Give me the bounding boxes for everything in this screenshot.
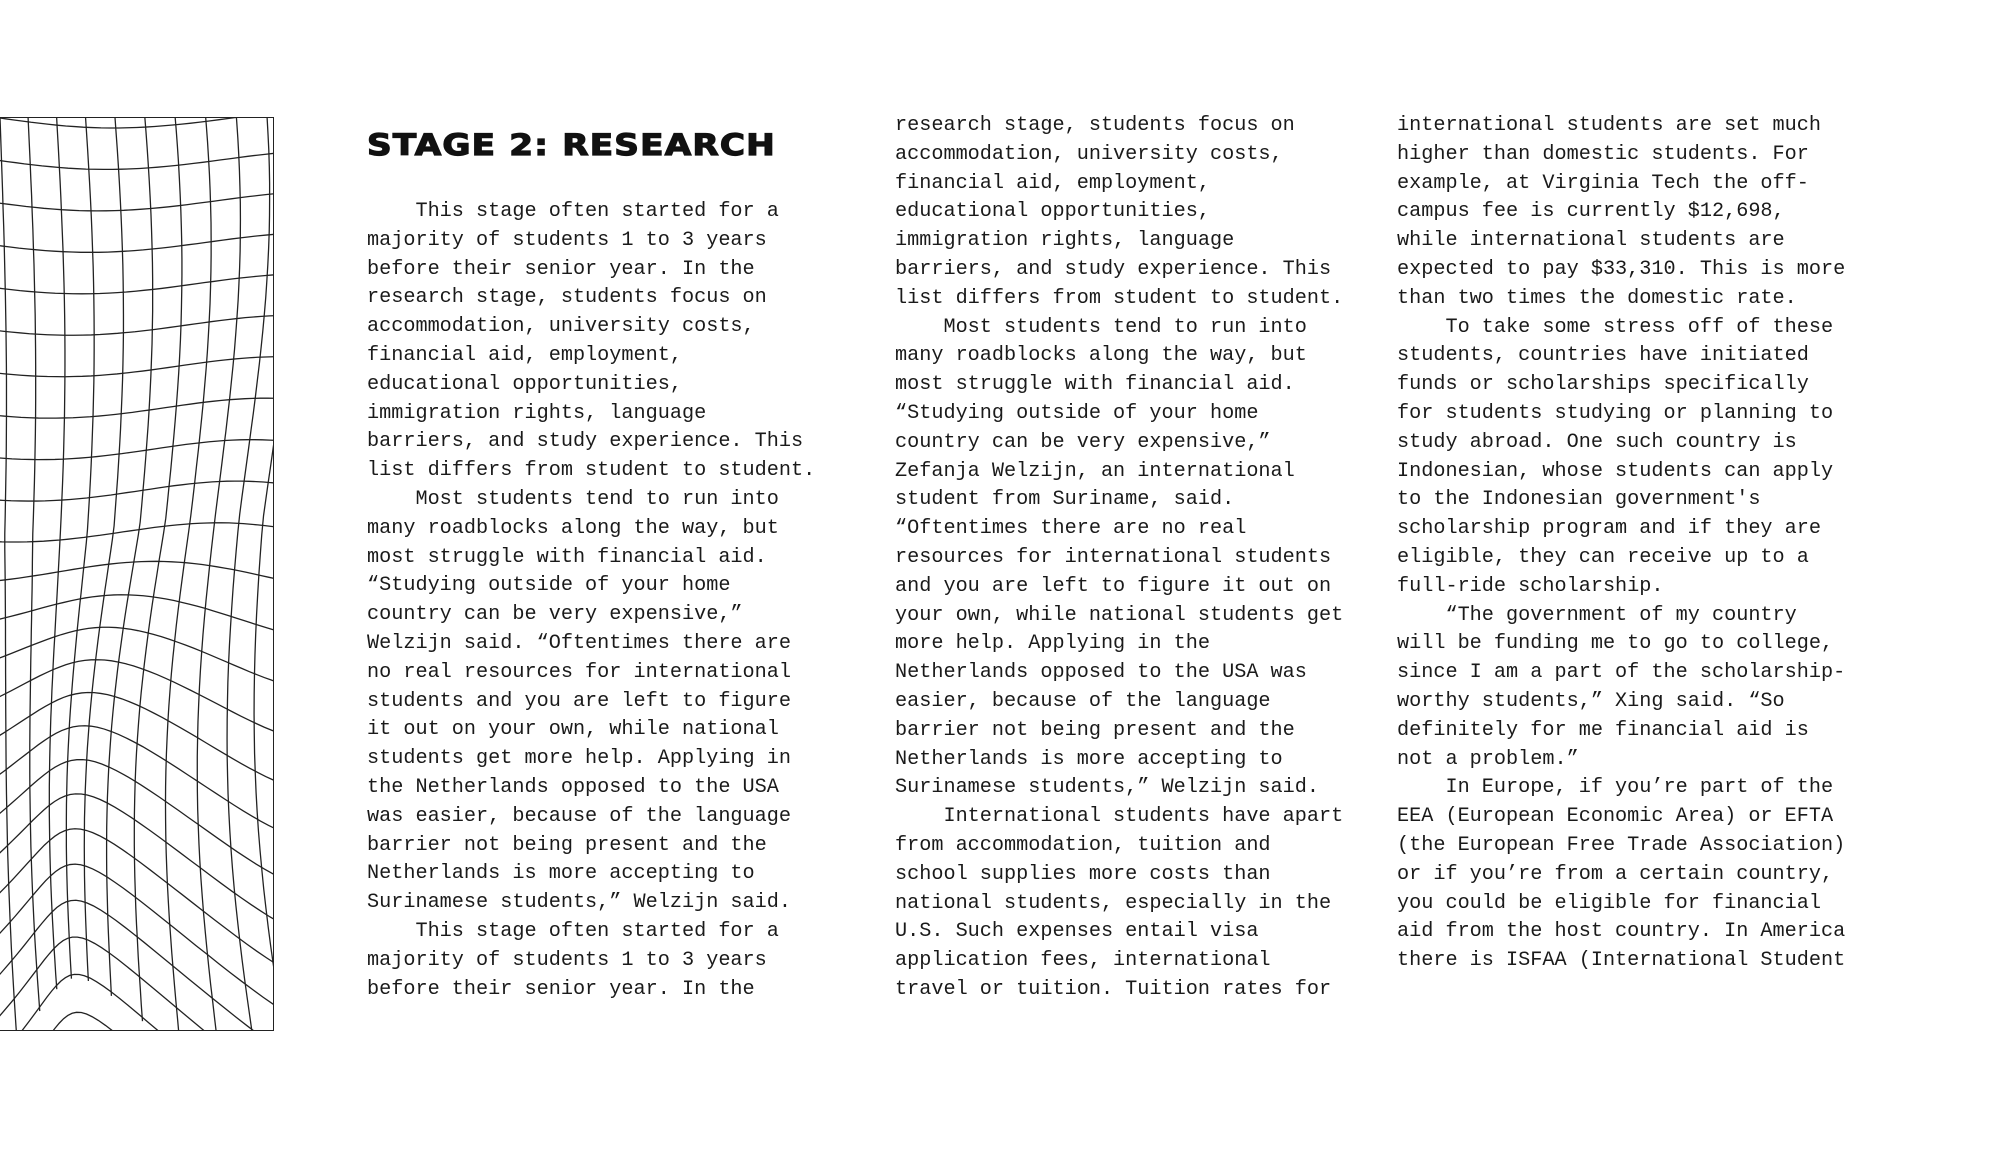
text-line: research stage, students focus on bbox=[895, 114, 1295, 137]
text-line: (the European Free Trade Association) bbox=[1397, 833, 1846, 857]
grid-horizontal-line bbox=[0, 274, 273, 294]
text-line: not a problem.” bbox=[1397, 747, 1579, 771]
text-line: or if you’re from a certain country, bbox=[1397, 862, 1834, 886]
grid-horizontal-line bbox=[0, 118, 273, 128]
text-line: EEA (European Economic Area) or EFTA bbox=[1397, 805, 1834, 829]
grid-horizontal-line bbox=[0, 191, 273, 211]
text-line: many roadblocks along the way, but bbox=[895, 344, 1307, 368]
text-line: you could be eligible for financial bbox=[1397, 891, 1822, 915]
text-line: accommodation, university costs, bbox=[895, 142, 1283, 166]
text-line: easier, because of the language bbox=[895, 689, 1271, 713]
text-line: definitely for me financial aid is bbox=[1397, 718, 1809, 742]
grid-horizontal-line bbox=[0, 726, 273, 833]
text-column-2 bbox=[895, 112, 1365, 1005]
text-line: To take some stress off of these bbox=[1397, 315, 1834, 339]
text-column-1 bbox=[367, 198, 837, 1004]
text-line: eligible, they can receive up to a bbox=[1397, 545, 1809, 569]
grid-vertical-line bbox=[165, 118, 211, 1030]
text-line: from accommodation, tuition and bbox=[895, 833, 1271, 857]
grid-horizontal-line bbox=[0, 398, 273, 418]
text-line: most struggle with financial aid. bbox=[895, 373, 1295, 397]
grid-vertical-line bbox=[66, 118, 94, 979]
text-column-3 bbox=[1397, 112, 1867, 976]
grid-horizontal-line bbox=[0, 523, 273, 542]
grid-horizontal-line bbox=[0, 937, 273, 1030]
grid-horizontal-line bbox=[0, 232, 273, 252]
text-line: it out on your own, while national bbox=[367, 718, 779, 742]
text-line: majority of students 1 to 3 years bbox=[367, 228, 767, 252]
grid-horizontal-line bbox=[0, 561, 273, 582]
text-line: accommodation, university costs, bbox=[367, 315, 755, 339]
text-line: Welzijn said. “Oftentimes there are bbox=[367, 631, 792, 655]
text-line: barrier not being present and the bbox=[367, 833, 767, 857]
text-line: immigration rights, language bbox=[895, 229, 1235, 253]
text-line: Most students tend to run into bbox=[895, 315, 1307, 339]
text-line: application fees, international bbox=[895, 949, 1271, 973]
text-line: U.S. Such expenses entail visa bbox=[895, 920, 1259, 944]
grid-vertical-line bbox=[26, 118, 40, 1011]
text-line: educational opportunities, bbox=[895, 200, 1210, 224]
text-line: school supplies more costs than bbox=[895, 862, 1271, 886]
text-line: before their senior year. In the bbox=[367, 977, 755, 1001]
text-line: Netherlands is more accepting to bbox=[895, 747, 1283, 771]
wavy-grid-illustration bbox=[0, 117, 274, 1031]
text-line: expected to pay $33,310. This is more bbox=[1397, 257, 1846, 281]
grid-horizontal-line bbox=[0, 974, 273, 1030]
text-line: In Europe, if you’re part of the bbox=[1397, 776, 1834, 800]
text-line: Surinamese students,” Welzijn said. bbox=[895, 776, 1320, 800]
text-line: worthy students,” Xing said. “So bbox=[1397, 689, 1785, 713]
text-line: example, at Virginia Tech the off- bbox=[1397, 171, 1809, 195]
text-line: International students have apart bbox=[895, 805, 1344, 829]
text-line: Netherlands opposed to the USA was bbox=[895, 661, 1307, 685]
text-line: funds or scholarships specifically bbox=[1397, 373, 1809, 397]
text-line: there is ISFAA (International Student bbox=[1397, 949, 1846, 973]
grid-horizontal-line bbox=[0, 315, 273, 335]
grid-vertical-line bbox=[84, 118, 123, 981]
text-line: list differs from student to student. bbox=[895, 286, 1344, 310]
grid-vertical-line bbox=[49, 118, 65, 989]
grid-horizontal-line bbox=[0, 660, 273, 733]
text-line: This stage often started for a bbox=[367, 919, 779, 943]
text-line: before their senior year. In the bbox=[367, 257, 755, 281]
text-line: while international students are bbox=[1397, 229, 1785, 253]
text-line: “Studying outside of your home bbox=[367, 574, 731, 598]
text-line: than two times the domestic rate. bbox=[1397, 286, 1797, 310]
grid-horizontal-line bbox=[0, 1012, 273, 1030]
text-line: research stage, students focus on bbox=[367, 286, 767, 310]
text-line: national students, especially in the bbox=[895, 891, 1332, 915]
wavy-grid-graphic bbox=[0, 118, 273, 1030]
text-line: Most students tend to run into bbox=[367, 487, 779, 511]
text-line: students get more help. Applying in bbox=[367, 747, 792, 771]
grid-horizontal-line bbox=[0, 693, 273, 784]
text-line: and you are left to figure it out on bbox=[895, 574, 1332, 598]
text-line: international students are set much bbox=[1397, 114, 1822, 137]
text-line: to the Indonesian government's bbox=[1397, 488, 1761, 512]
text-line: barriers, and study experience. This bbox=[367, 430, 804, 454]
text-line: for students studying or planning to bbox=[1397, 401, 1834, 425]
text-line: higher than domestic students. For bbox=[1397, 142, 1809, 166]
text-line: country can be very expensive,” bbox=[895, 430, 1271, 454]
text-line: your own, while national students get bbox=[895, 603, 1344, 627]
text-line: educational opportunities, bbox=[367, 372, 682, 396]
grid-horizontal-line bbox=[0, 627, 273, 682]
text-line: scholarship program and if they are bbox=[1397, 517, 1822, 541]
text-line: aid from the host country. In America bbox=[1397, 920, 1846, 944]
text-line: travel or tuition. Tuition rates for bbox=[895, 977, 1332, 1001]
text-line: financial aid, employment, bbox=[367, 343, 682, 367]
text-line: student from Suriname, said. bbox=[895, 488, 1235, 512]
text-line: more help. Applying in the bbox=[895, 632, 1210, 656]
text-line: list differs from student to student. bbox=[367, 459, 816, 483]
text-line: “The government of my country bbox=[1397, 603, 1797, 627]
section-heading: STAGE 2: RESEARCH bbox=[367, 128, 776, 162]
grid-vertical-line bbox=[227, 118, 270, 1030]
text-line: students, countries have initiated bbox=[1397, 344, 1809, 368]
text-line: resources for international students bbox=[895, 545, 1332, 569]
text-line: majority of students 1 to 3 years bbox=[367, 948, 767, 972]
text-line: will be funding me to go to college, bbox=[1397, 632, 1834, 656]
text-line: “Studying outside of your home bbox=[895, 401, 1259, 425]
text-line: Netherlands is more accepting to bbox=[367, 862, 755, 886]
grid-horizontal-line bbox=[0, 829, 273, 978]
text-line: barrier not being present and the bbox=[895, 718, 1295, 742]
text-line: was easier, because of the language bbox=[367, 804, 792, 828]
grid-horizontal-line bbox=[0, 864, 273, 1025]
grid-vertical-line bbox=[134, 118, 182, 1021]
text-line: study abroad. One such country is bbox=[1397, 430, 1797, 454]
grid-vertical-line bbox=[0, 118, 17, 1030]
text-line: most struggle with financial aid. bbox=[367, 545, 767, 569]
text-line: many roadblocks along the way, but bbox=[367, 516, 779, 540]
text-line: country can be very expensive,” bbox=[367, 603, 743, 627]
grid-horizontal-line bbox=[0, 440, 273, 460]
grid-horizontal-line bbox=[0, 150, 273, 170]
text-line: Zefanja Welzijn, an international bbox=[895, 459, 1295, 483]
text-line: Indonesian, whose students can apply bbox=[1397, 459, 1834, 483]
text-line: financial aid, employment, bbox=[895, 171, 1210, 195]
text-line: Surinamese students,” Welzijn said. bbox=[367, 891, 792, 915]
text-line: barriers, and study experience. This bbox=[895, 257, 1332, 281]
text-line: This stage often started for a bbox=[367, 200, 779, 223]
text-line: full-ride scholarship. bbox=[1397, 574, 1664, 598]
text-line: immigration rights, language bbox=[367, 401, 707, 425]
text-line: no real resources for international bbox=[367, 660, 792, 684]
text-line: “Oftentimes there are no real bbox=[895, 517, 1247, 541]
grid-horizontal-line bbox=[0, 481, 273, 501]
text-line: students and you are left to figure bbox=[367, 689, 792, 713]
text-line: since I am a part of the scholarship- bbox=[1397, 661, 1846, 685]
text-line: the Netherlands opposed to the USA bbox=[367, 775, 779, 799]
text-line: campus fee is currently $12,698, bbox=[1397, 200, 1785, 224]
